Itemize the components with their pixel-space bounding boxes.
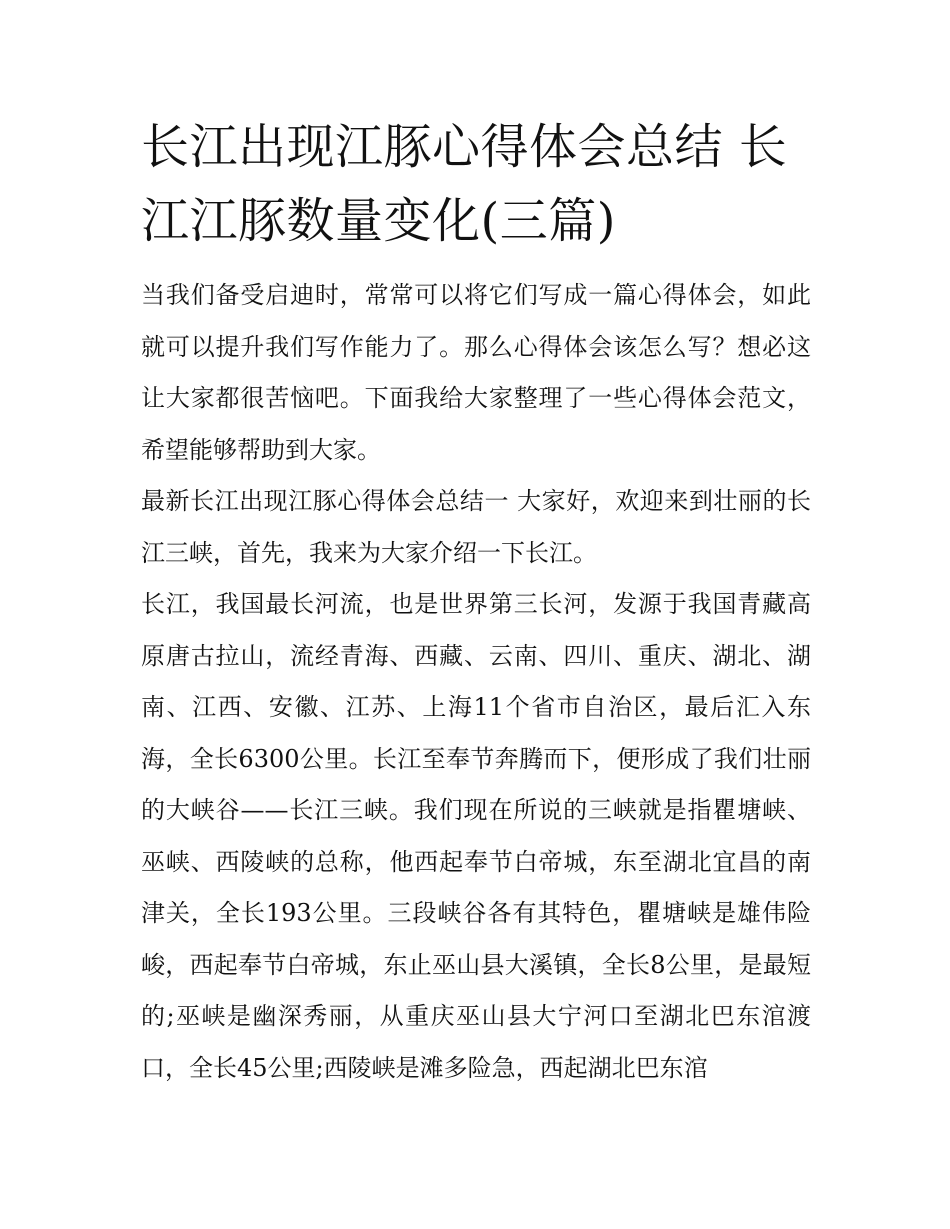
section-one-opening-paragraph: 最新长江出现江豚心得体会总结一 大家好，欢迎来到壮丽的长江三峡，首先，我来为大家介绍一下长江。 <box>141 487 811 567</box>
document-page <box>141 110 811 1094</box>
intro-paragraph: 当我们备受启迪时，常常可以将它们写成一篇心得体会，如此就可以提升我们写作能力了。那么心得体会该怎么写？想必这让大家都很苦恼吧。下面我给大家整理了一些心得体会范文，希望能够帮助到大家。 <box>141 281 811 464</box>
yangtze-description-paragraph: 长江，我国最长河流，也是世界第三长河，发源于我国青藏高原唐古拉山，流经青海、西藏、云南、四川、重庆、湖北、湖南、江西、安徽、江苏、上海11个省市自治区，最后汇入东海，全长6300公里。长江至奉节奔腾而下，便形成了我们壮丽的大峡谷——长江三峡。我们现在所说的三峡就是指瞿塘峡、巫峡、西陵峡的总称，他西起奉节白帝城，东至湖北宜昌的南津关，全长193公里。三段峡谷各有其特色，瞿塘峡是雄伟险峻，西起奉节白帝城，东止巫山县大溪镇，全长8公里，是最短的;巫峡是幽深秀丽，从重庆巫山县大宁河口至湖北巴东涫渡口，全长45公里;西陵峡是滩多险急，西起湖北巴东涫 <box>141 590 811 1082</box>
document-title: 长江出现江豚心得体会总结 长江江豚数量变化(三篇) <box>141 119 788 249</box>
